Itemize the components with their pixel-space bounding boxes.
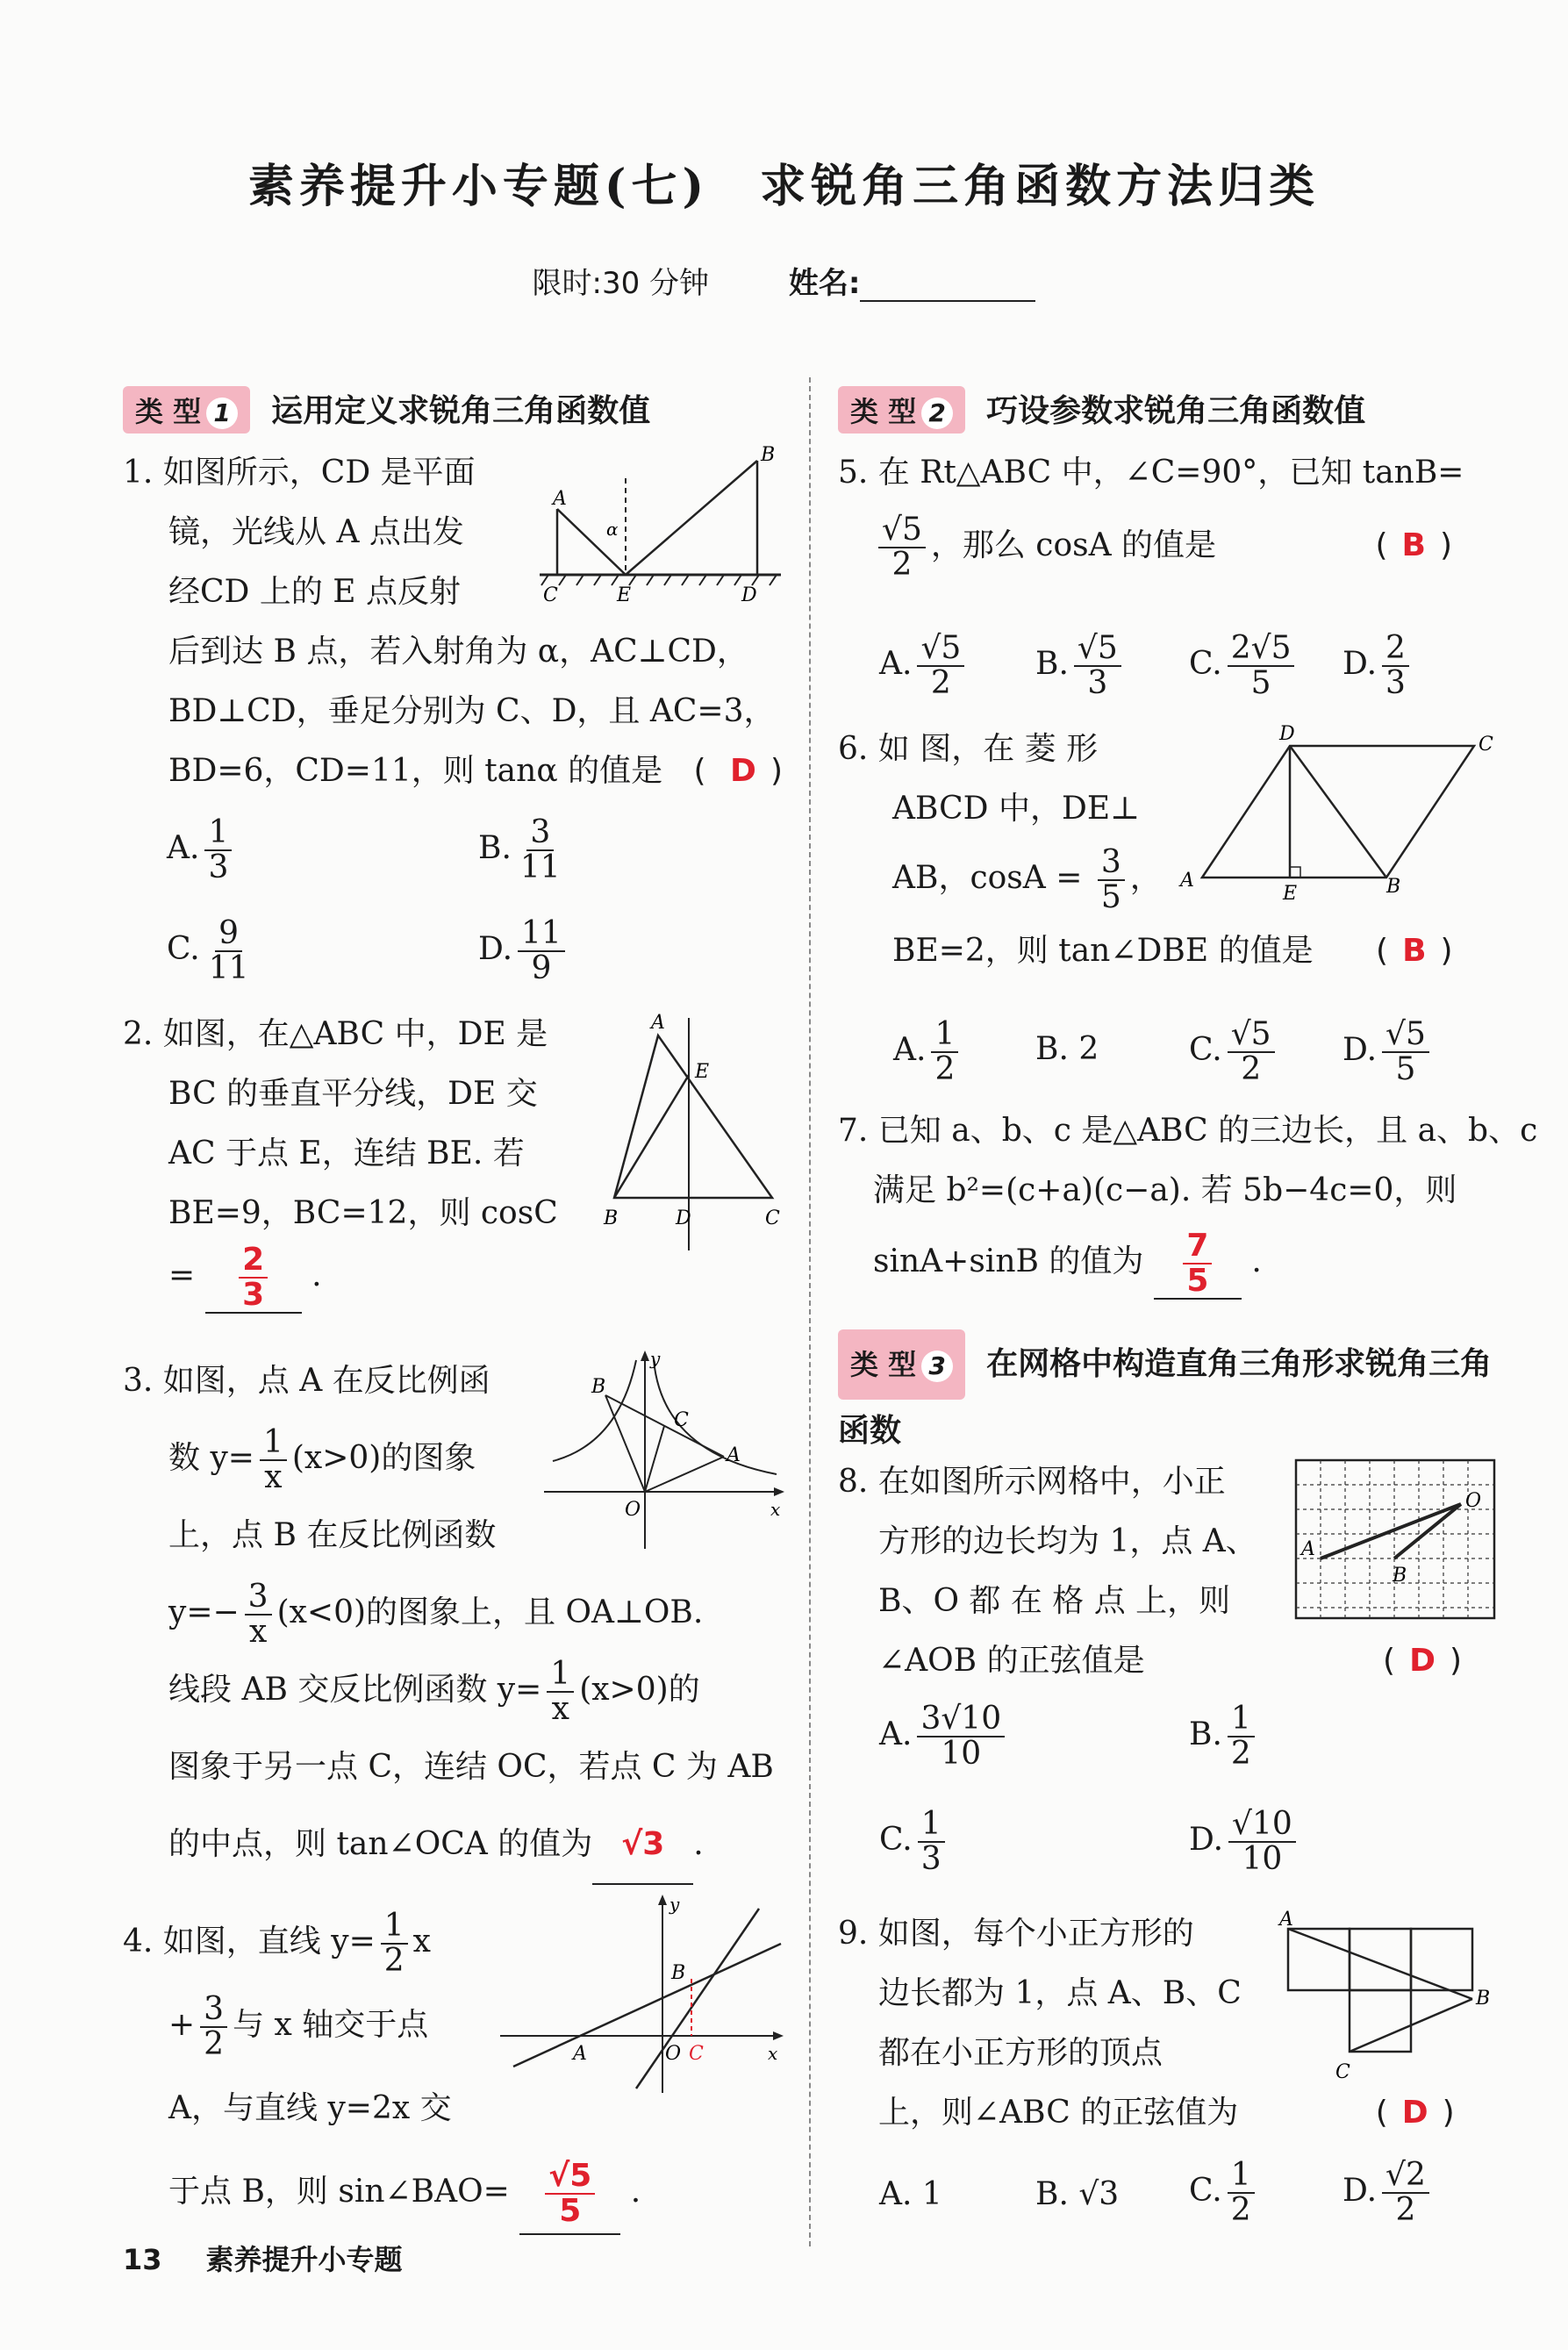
- svg-text:E: E: [695, 1061, 710, 1083]
- svg-text:A: A: [1180, 870, 1194, 892]
- figure-q1: [531, 443, 785, 605]
- question-4: 4. 如图，直线 y= $\frac{1}{2}$ x + $\frac{3}{2}$ 与 x 轴交于点 A，与直线 y=2x 交 于点 B，则 sin∠BAO= $\frac{√5}{5}$ .: [123, 1900, 641, 2235]
- answer-6: B: [1402, 932, 1427, 969]
- svg-text:x: x: [768, 2043, 778, 2064]
- svg-text:y: y: [650, 1348, 661, 1369]
- q5-option-b[interactable]: B. $\frac{√5}{3}$: [1035, 632, 1127, 700]
- type-title: 巧设参数求锐角三角函数值: [986, 393, 1366, 429]
- svg-text:C: C: [689, 2043, 704, 2065]
- type-tag: 类 型 2: [838, 386, 965, 433]
- q6-option-b[interactable]: B. 2: [1035, 1031, 1099, 1067]
- type-tag: 类 型 3: [838, 1329, 965, 1400]
- svg-text:E: E: [617, 584, 632, 605]
- q1-option-b[interactable]: B. $\frac{3}{11}$: [478, 814, 561, 885]
- header-meta: [0, 259, 1568, 302]
- q5-option-c[interactable]: C. $\frac{2√5}{5}$: [1189, 632, 1300, 700]
- footer-text: 素养提升小专题: [205, 2243, 403, 2276]
- svg-text:O: O: [1465, 1490, 1482, 1512]
- q6-option-c[interactable]: C. $\frac{√5}{2}$: [1189, 1018, 1280, 1086]
- svg-text:A: A: [1301, 1538, 1315, 1560]
- svg-text:α: α: [606, 519, 619, 540]
- svg-text:A: A: [553, 488, 567, 510]
- answer-8: D: [1409, 1643, 1436, 1679]
- q5-option-d[interactable]: D. $\frac{2}{3}$: [1342, 632, 1414, 700]
- q8-option-d[interactable]: D. $\frac{√10}{10}$: [1189, 1808, 1301, 1876]
- type-2-header: [838, 386, 1365, 433]
- q9-option-b[interactable]: B. √3: [1035, 2176, 1120, 2212]
- q1-option-d[interactable]: D. $\frac{11}{9}$: [478, 917, 570, 985]
- question-9: 9. 如图，每个小正方形的 边长都为 1，点 A、B、C 都在小正方形的顶点 上，则∠ABC 的正弦值为 ( D ): [838, 1916, 1455, 2131]
- answer-1: D: [730, 753, 756, 789]
- q8-option-b[interactable]: B. $\frac{1}{2}$: [1189, 1702, 1260, 1771]
- answer-5: B: [1401, 527, 1426, 563]
- column-divider: [809, 377, 811, 2246]
- question-1: 1. 如图所示，CD 是平面 镜，光线从 A 点出发 经CD 上的 E 点反射 后到达 B 点，若入射角为 α，AC⊥CD， BD⊥CD，垂足分别为 C、D，且 AC=3， BD=6，CD=11，则 tanα 的值是 ( D ): [123, 455, 783, 789]
- q1-option-c[interactable]: C. $\frac{9}{11}$: [167, 915, 249, 986]
- svg-text:E: E: [1283, 883, 1298, 899]
- page-title: 素养提升小专题(七) 求锐角三角函数方法归类: [247, 160, 1321, 213]
- svg-text:A: A: [1279, 1909, 1293, 1931]
- type-3-header: [838, 1329, 1505, 1463]
- q1-option-a[interactable]: A. $\frac{1}{3}$: [167, 816, 237, 885]
- answer-3: √3: [592, 1806, 693, 1885]
- svg-text:B: B: [1393, 1565, 1407, 1587]
- question-6: 6. 如 图，在 菱 形 ABCD 中，DE⊥ AB，cosA = $\frac{3}{5}$ ， BE=2，则 tan∠DBE 的值是 ( B ): [838, 731, 1453, 969]
- page-number: 13: [123, 2243, 162, 2276]
- svg-text:A: A: [651, 1012, 665, 1034]
- svg-text:C: C: [1335, 2061, 1350, 2083]
- figure-q3: [535, 1347, 790, 1558]
- figure-q8: [1294, 1458, 1498, 1623]
- svg-text:C: C: [765, 1207, 780, 1229]
- svg-text:B: B: [671, 1962, 686, 1984]
- type-1-header: [123, 386, 650, 433]
- svg-text:B: B: [591, 1376, 606, 1398]
- q8-option-a[interactable]: A. $\frac{3√10}{10}$: [879, 1702, 1010, 1771]
- figure-q4: [496, 1891, 790, 2097]
- type-tag: 类 型 1: [123, 386, 250, 433]
- figure-q6: [1176, 724, 1500, 899]
- svg-text:B: B: [1476, 1988, 1491, 2010]
- type-title: 在网格中构造直角三角形求锐角三角函数: [838, 1346, 1493, 1449]
- svg-text:C: C: [543, 584, 558, 605]
- svg-text:D: D: [1279, 724, 1295, 745]
- answer-9: D: [1401, 2095, 1428, 2131]
- q9-option-c[interactable]: C. $\frac{1}{2}$: [1189, 2159, 1260, 2227]
- svg-text:O: O: [625, 1499, 641, 1521]
- page-footer: [123, 2238, 403, 2278]
- question-2: 2. 如图，在△ABC 中，DE 是 BC 的垂直平分线，DE 交 AC 于点 E，连结 BE. 若 BE=9，BC=12，则 cosC = $\frac{2}{3}$ .: [123, 1016, 558, 1313]
- type-title: 运用定义求锐角三角函数值: [271, 393, 651, 429]
- svg-text:C: C: [674, 1409, 689, 1431]
- svg-text:A: A: [727, 1444, 741, 1466]
- question-5: 5. 在 Rt△ABC 中，∠C=90°，已知 tanB= $\frac{√5}{2}$ ，那么 cosA 的值是 ( B ): [838, 455, 1464, 583]
- name-label: 姓名:: [788, 266, 861, 301]
- question-8: 8. 在如图所示网格中，小正 方形的边长均为 1，点 A、 B、O 都 在 格 点 上，则 ∠AOB 的正弦值是 ( D ): [838, 1464, 1463, 1679]
- figure-q9: [1272, 1906, 1499, 2090]
- time-limit: 限时:30 分钟: [532, 266, 710, 301]
- q9-option-d[interactable]: D. $\frac{√2}{2}$: [1342, 2159, 1435, 2227]
- svg-text:y: y: [669, 1894, 680, 1915]
- svg-text:D: D: [741, 584, 757, 605]
- svg-text:A: A: [573, 2043, 587, 2065]
- q9-option-a[interactable]: A. 1: [879, 2176, 942, 2212]
- figure-q2: [597, 1009, 785, 1255]
- svg-text:B: B: [604, 1207, 619, 1229]
- svg-text:O: O: [665, 2043, 682, 2065]
- question-7: 7. 已知 a、b、c 是△ABC 的三边长，且 a、b、c 满足 b²=(c+a)(c−a). 若 5b−4c=0，则 sinA+sinB 的值为 $\frac{7}{5}$ .: [838, 1113, 1538, 1299]
- svg-text:B: B: [1386, 876, 1401, 898]
- q6-option-d[interactable]: D. $\frac{√5}{5}$: [1342, 1018, 1435, 1086]
- q5-option-a[interactable]: A. $\frac{√5}{2}$: [879, 632, 970, 700]
- svg-text:C: C: [1479, 734, 1493, 756]
- name-blank[interactable]: [860, 274, 1035, 302]
- question-3: 3. 如图，点 A 在反比例函 数 y= $\frac{1}{x}$ (x>0)的图象 上，点 B 在反比例函数 y=− $\frac{3}{x}$ (x<0)的图象上，且 OA⊥OB. 线段 AB 交反比例函数 y= $\frac{1}{x}$ (x>0)的 图象于另一点 C，连结 OC，若点 C 为 AB 的中点，则 tan∠OCA 的值为 √3 .: [123, 1343, 774, 1885]
- q6-option-a[interactable]: A. $\frac{1}{2}$: [893, 1018, 963, 1086]
- svg-text:B: B: [761, 444, 776, 466]
- svg-text:x: x: [770, 1499, 781, 1520]
- svg-text:D: D: [676, 1207, 691, 1229]
- q8-option-c[interactable]: C. $\frac{1}{3}$: [879, 1808, 950, 1876]
